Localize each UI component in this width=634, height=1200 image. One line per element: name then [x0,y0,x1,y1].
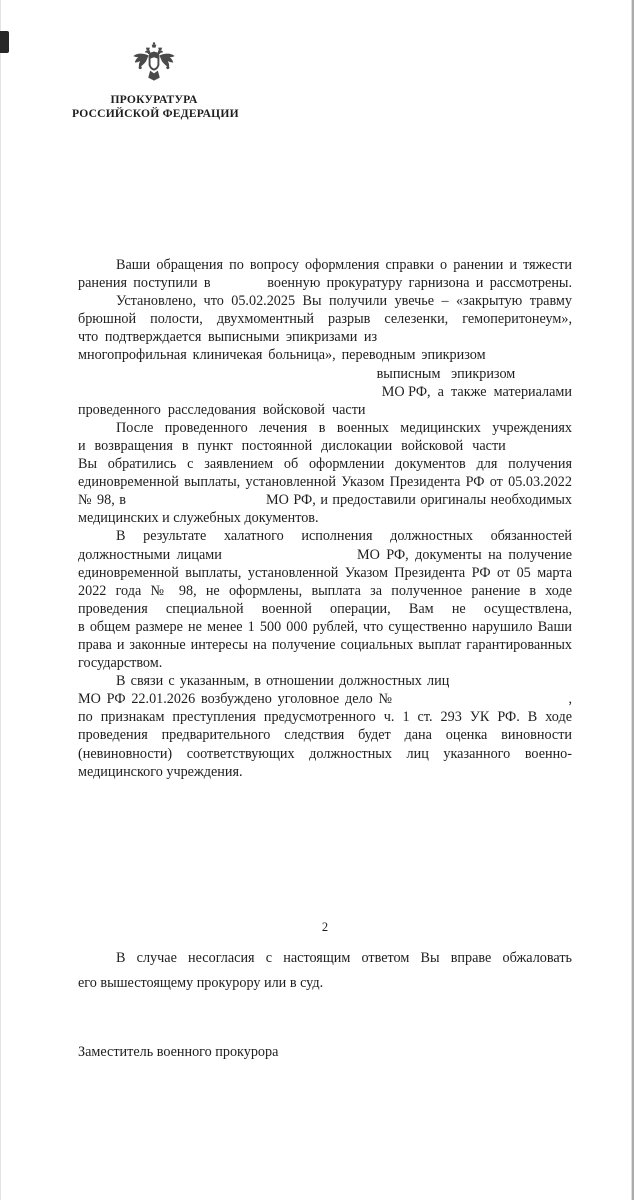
text-line: проведения специальной военной операции, Вам не осуществлена, [78,600,572,617]
text-line: МО РФ, а также материалами [381,383,572,400]
text-line: должностными лицами МО РФ, документы на получение [78,546,572,563]
signature-title: Заместитель военного прокурора [78,1044,279,1060]
letter-body [78,256,572,781]
text-line: (невиновности) соответствующих должностных лиц указанного военно- [78,745,572,762]
text-line: и возвращения в пункт постоянной дислокации войсковой части [78,437,572,454]
text-line: ранения поступили в военную прокуратуру гарнизона и рассмотрены. [78,275,572,292]
text-line: После проведенного лечения в военных медицинских учреждениях [116,419,572,436]
text-line: В результате халатного исполнения должностных обязанностей [116,528,572,545]
text-line: Ваши обращения по вопросу оформления справки о ранении и тяжести [116,257,572,273]
scan-artifact [0,31,9,53]
text-line: медицинского учреждения. [78,763,243,780]
text-line: единовременной выплаты, установленной Указом Президента РФ от 05 марта [78,564,572,581]
text-line: МО РФ 22.01.2026 возбуждено уголовное дело № , [78,691,572,708]
text-line: единовременной выплаты, установленной Указом Президента РФ от 05.03.2022 [78,474,572,491]
text-line: Установлено, что 05.02.2025 Вы получили увечье – «закрытую травму [116,293,572,310]
text-line: медицинских и служебных документов. [78,510,319,527]
text-line: проведенного расследования войсковой части [78,401,572,418]
closing-paragraph [78,946,572,995]
text-line: права и законные интересы на получение социальных выплат гарантированных [78,636,572,653]
scan-left-edge [0,0,1,1200]
org-name-line-1: ПРОКУРАТУРА [110,93,198,106]
text-line: Вы обратились с заявлением об оформлении документов для получения [78,456,572,473]
page-number: 2 [321,920,329,934]
letterhead [72,40,239,121]
text-line: № 98, в МО РФ, и предоставили оригиналы необходимых [78,492,572,509]
text-line: государством. [78,655,163,672]
text-line: многопрофильная клиничекая больница», переводным эпикризом [78,347,572,364]
text-line: В случае несогласия с настоящим ответом Вы вправе обжаловать [116,950,572,966]
text-line: его вышестоящему прокурору или в суд. [78,974,324,991]
text-line: проведения предварительного следствия будет дана оценка виновности [78,727,572,744]
text-line: по признакам преступления предусмотренного ч. 1 ст. 293 УК РФ. В ходе [78,709,572,726]
org-name-line-2: РОССИЙСКОЙ ФЕДЕРАЦИИ [72,107,239,120]
text-line: 2022 года № 98, не оформлены, выплата за полученное ранение в ходе [78,582,572,599]
text-line: что подтверждается выписными эпикризами из [78,329,572,346]
text-line: выписным эпикризом [376,365,572,382]
text-line: В связи с указанным, в отношении должностных лиц [116,673,572,690]
text-line: брюшной полости, двухмоментный разрыв селезенки, гемоперитонеум», [78,311,572,328]
text-line: в общем размере не менее 1 500 000 рублей, что существенно нарушило Ваши [78,618,572,635]
russia-coat-of-arms-icon [131,40,177,86]
